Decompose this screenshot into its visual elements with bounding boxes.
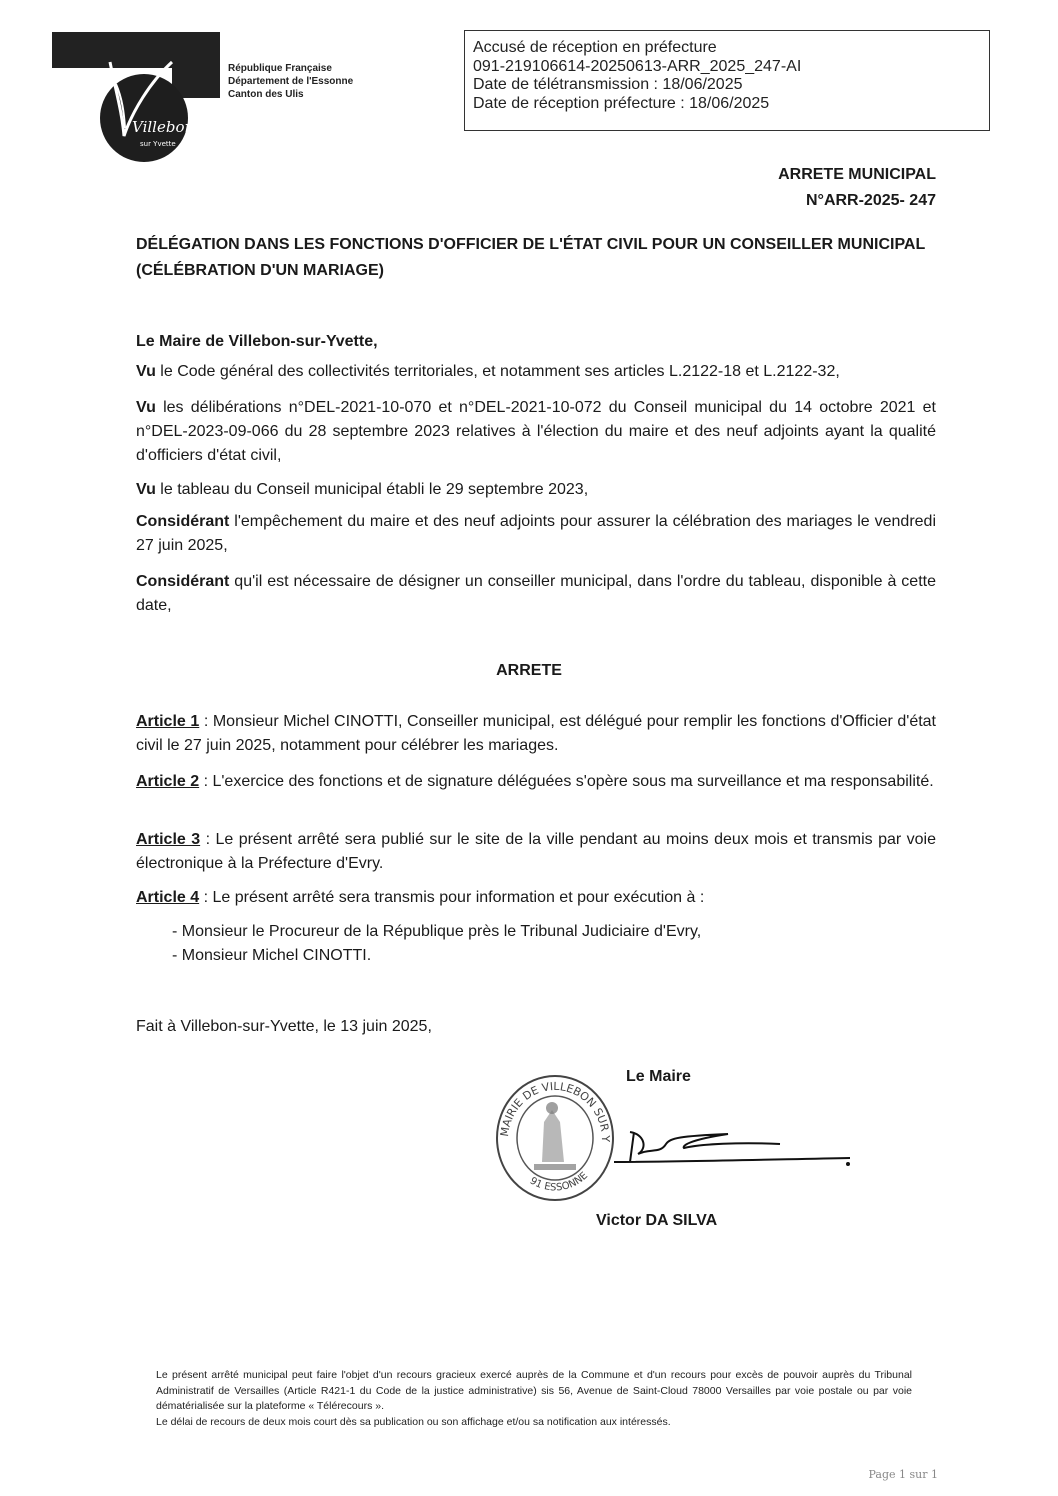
receipt-line: Date de télétransmission : 18/06/2025: [473, 76, 743, 93]
republic-line: Canton des Ulis: [228, 89, 304, 100]
considerant-label: Considérant: [136, 573, 230, 590]
seal-lettering: 91 ESSONNE: [527, 1170, 591, 1194]
maire-line: [136, 330, 936, 354]
arrete-header: [778, 162, 936, 214]
article-label: Article 1: [136, 713, 200, 730]
vu-label: Vu: [136, 363, 156, 380]
legal-footer: [156, 1368, 912, 1430]
republic-lines: [228, 62, 353, 101]
article-text: : L'exercice des fonctions et de signature déléguées s'opère sous ma surveillance et ma responsabilité.: [199, 773, 934, 790]
vu-paragraph: [136, 396, 936, 468]
receipt-line: 091-219106614-20250613-ARR_2025_247-AI: [473, 57, 802, 75]
signer-role: Le Maire: [626, 1068, 691, 1085]
mairie-seal: [494, 1072, 616, 1202]
villebon-logo: [52, 32, 220, 162]
article-label: Article 2: [136, 773, 200, 790]
republic-line: Département de l'Essonne: [228, 76, 354, 87]
vu-label: Vu: [136, 481, 156, 498]
arrete-type: ARRETE MUNICIPAL: [778, 166, 936, 183]
considerant-text: l'empêchement du maire et des neuf adjoints pour assurer la célébration des mariages le vendredi 27 juin 2025,: [136, 513, 936, 554]
maire-heading: Le Maire de Villebon-sur-Yvette,: [136, 333, 378, 350]
article-text: : Monsieur Michel CINOTTI, Conseiller municipal, est délégué pour remplir les fonctions d'Officier d'état civil le 27 juin 2025, notamment pour célébrer les mariages.: [136, 713, 937, 754]
recipient-item: - Monsieur Michel CINOTTI.: [172, 947, 372, 964]
article-2: [136, 770, 936, 794]
article-1: [136, 710, 936, 758]
republic-line: République Française: [228, 63, 332, 74]
footer-delay: Le délai de recours de deux mois court dès sa publication ou son affichage et/ou sa notification aux intéressés.: [156, 1415, 671, 1428]
receipt-line: Date de réception préfecture : 18/06/2025: [473, 94, 770, 112]
document-title: DÉLÉGATION DANS LES FONCTIONS D'OFFICIER DE L'ÉTAT CIVIL POUR UN CONSEILLER MUNICIPAL (CÉLÉBRATION D'UN MARIAGE): [136, 236, 925, 279]
considerant-label: Considérant: [136, 513, 230, 530]
vu-text: les délibérations n°DEL-2021-10-070 et n°DEL-2021-10-072 du Conseil municipal du 14 octobre 2021 et n°DEL-2023-09-066 du 28 septembre 2023 relatives à l'élection du maire et des neuf adjoints ayant la qualité d'officiers d'état civil,: [136, 399, 936, 464]
footer-recourse: Le présent arrêté municipal peut faire l'objet d'un recours gracieux exercé auprès de la Commune et d'un recours pour excès de pouvoir auprès du Tribunal Administratif de Versailles (Article R421-1 du Code de la justice administrative) sis 56, Avenue de Saint-Cloud 78000 Versailles par voie postale ou par voie dématérialisée sur la plateforme « Télérecours ».: [156, 1369, 912, 1412]
recipient-item: - Monsieur le Procureur de la République près le Tribunal Judiciaire d'Evry,: [172, 923, 702, 940]
signer-name: Victor DA SILVA: [596, 1212, 718, 1229]
article-4: [136, 886, 936, 910]
article-label: Article 4: [136, 889, 200, 906]
article-text: : Le présent arrêté sera publié sur le site de la ville pendant au moins deux mois et transmis par voie électronique à la Préfecture d'Evry.: [136, 831, 937, 872]
page-number: Page 1 sur 1: [868, 1468, 938, 1481]
place-date: Fait à Villebon-sur-Yvette, le 13 juin 2025,: [136, 1018, 432, 1035]
article-3: [136, 828, 936, 876]
article-text: : Le présent arrêté sera transmis pour information et pour exécution à :: [199, 889, 705, 906]
decision-title: ARRETE: [496, 662, 562, 679]
vu-paragraph: [136, 478, 936, 502]
vu-paragraph: [136, 360, 936, 384]
vu-text: le Code général des collectivités territoriales, et notamment ses articles L.2122-18 et L.2122-32,: [155, 363, 840, 380]
logo-lettering: Villebon: [132, 118, 195, 136]
seal-lettering: MAIRIE DE VILLEBON SUR Y: [497, 1079, 613, 1143]
vu-label: Vu: [136, 399, 156, 416]
svg-text:sur Yvette: sur Yvette: [140, 140, 176, 148]
considerant-paragraph: [136, 570, 936, 618]
article-label: Article 3: [136, 831, 201, 848]
prefecture-receipt-box: [464, 30, 990, 131]
vu-text: le tableau du Conseil municipal établi le 29 septembre 2023,: [155, 481, 589, 498]
handwritten-signature: [610, 1118, 870, 1178]
arrete-number: N°ARR-2025- 247: [805, 192, 936, 209]
receipt-line: Accusé de réception en préfecture: [473, 39, 717, 56]
considerant-text: qu'il est nécessaire de désigner un conseiller municipal, dans l'ordre du tableau, disponible à cette date,: [136, 573, 936, 614]
considerant-paragraph: [136, 510, 936, 558]
